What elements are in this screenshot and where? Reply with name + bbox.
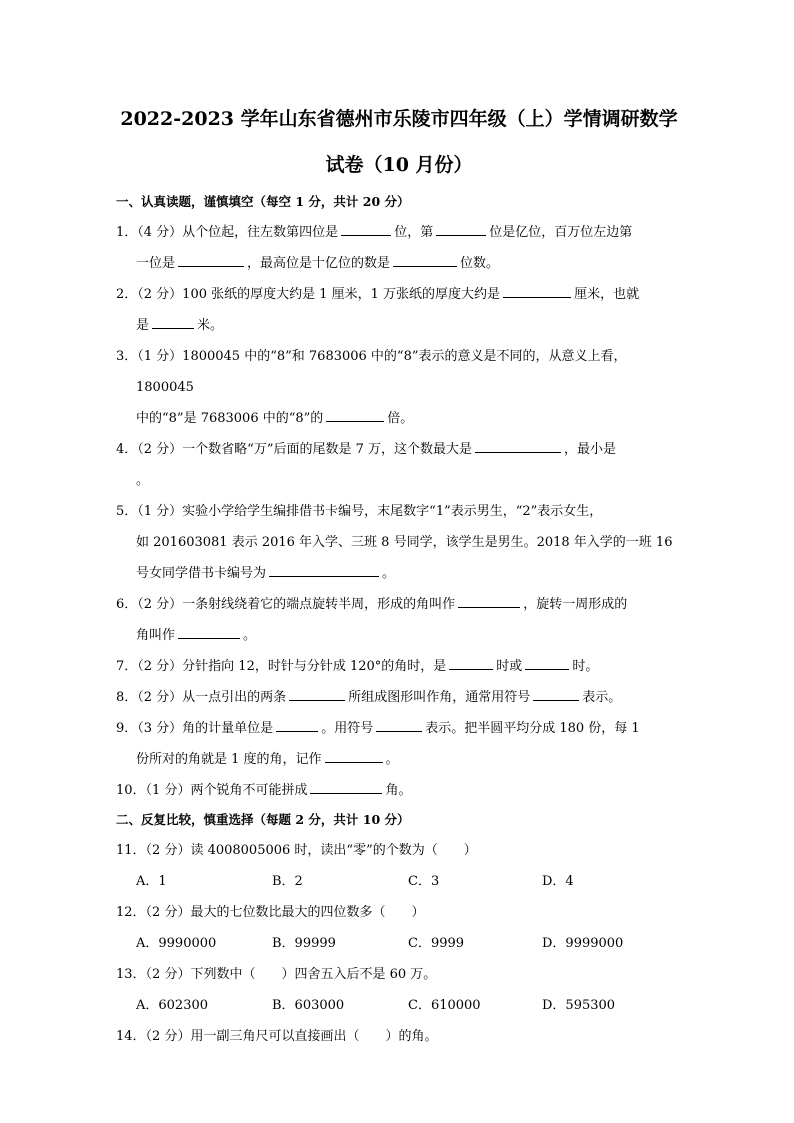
option-b[interactable]: B．603000 (272, 998, 345, 1013)
answer-blank[interactable] (269, 562, 379, 577)
answer-blank[interactable] (310, 779, 382, 794)
question-13: 13．（2 分）下列数中（ ）四舍五入后不是 60 万。 (116, 967, 437, 982)
option-c[interactable]: C．3 (408, 874, 440, 889)
answer-blank[interactable] (178, 252, 244, 267)
question-5: 5．（1 分）实验小学给学生编排借书卡编号，末尾数字“1”表示男生，“2”表示女生， 如 201603081 表示 2016 年入学、三班 8 号同学，该学生是男生。2018 年入学的一班 16 号女同学借书卡编号为 。 (116, 504, 673, 581)
answer-blank[interactable] (152, 314, 194, 329)
question-12-options (116, 928, 682, 959)
answer-blank[interactable] (276, 717, 318, 732)
answer-blank[interactable] (393, 252, 457, 267)
question-1: 1．（4 分）从个位起，往左数第四位是 位，第 位是亿位，百万位左边第 一位是 ，最高位是十亿位的数是 位数。 (116, 217, 682, 279)
option-c[interactable]: C．610000 (408, 998, 481, 1013)
answer-blank[interactable] (503, 283, 571, 298)
question-7: 7．（2 分）分针指向 12，时针与分针成 120°的角时，是 时或 时。 (116, 651, 682, 682)
question-13-options (116, 990, 682, 1021)
option-a[interactable]: A．602300 (136, 998, 209, 1013)
answer-blank[interactable] (525, 655, 569, 670)
answer-blank[interactable] (436, 221, 486, 236)
answer-blank[interactable] (326, 407, 384, 422)
question-14: 14．（2 分）用一副三角尺可以直接画出（ ）的角。 (116, 1029, 438, 1044)
answer-blank[interactable] (178, 624, 240, 639)
exam-title-line2: 试卷（10 月份） (325, 154, 473, 176)
option-a[interactable]: A．9990000 (136, 936, 217, 951)
option-b[interactable]: B．2 (272, 874, 303, 889)
answer-blank[interactable] (289, 686, 345, 701)
option-d[interactable]: D．9999000 (542, 936, 624, 951)
question-4: 4．（2 分）一个数省略“万”后面的尾数是 7 万，这个数最大是 ，最小是 。 (116, 434, 682, 496)
question-12: 12．（2 分）最大的七位数比最大的四位数多（ ） (116, 905, 425, 920)
question-8: 8．（2 分）从一点引出的两条 所组成图形叫作角，通常用符号 表示。 (116, 682, 682, 713)
option-c[interactable]: C．9999 (408, 936, 465, 951)
question-6: 6．（2 分）一条射线绕着它的端点旋转半周，形成的角叫作 ，旋转一周形成的 角叫作 。 (116, 589, 682, 651)
answer-blank[interactable] (533, 686, 579, 701)
answer-blank[interactable] (475, 438, 561, 453)
option-b[interactable]: B．99999 (272, 936, 336, 951)
exam-title-line1: 2022-2023 学年山东省德州市乐陵市四年级（上）学情调研数学 (120, 108, 678, 130)
option-d[interactable]: D．595300 (542, 998, 616, 1013)
answer-blank[interactable] (449, 655, 493, 670)
question-3: 3．（1 分）1800045 中的“8”和 7683006 中的“8”表示的意义是不同的，从意义上看，1800045 中的“8”是 7683006 中的“8”的 倍。 (116, 349, 627, 426)
option-a[interactable]: A．1 (136, 874, 167, 889)
section-heading-multiple-choice: 二、反复比较，慎重选择（每题 2 分，共计 10 分） (116, 812, 410, 827)
answer-blank[interactable] (458, 593, 520, 608)
answer-blank[interactable] (376, 717, 422, 732)
question-11-options (116, 866, 682, 897)
question-2: 2．（2 分）100 张纸的厚度大约是 1 厘米，1 万张纸的厚度大约是 厘米，也就 是 米。 (116, 279, 682, 341)
question-11: 11．（2 分）读 4008005006 时，读出“零”的个数为（ ） (116, 843, 477, 858)
answer-blank[interactable] (325, 748, 383, 763)
option-d[interactable]: D．4 (542, 874, 574, 889)
question-9: 9．（3 分）角的计量单位是 。用符号 表示。把半圆平均分成 180 份，每 1 份所对的角就是 1 度的角，记作 。 (116, 713, 682, 775)
question-10: 10．（1 分）两个锐角不可能拼成 角。 (116, 775, 682, 806)
answer-blank[interactable] (341, 221, 391, 236)
section-heading-fill-in: 一、认真读题，谨慎填空（每空 1 分，共计 20 分） (116, 194, 410, 209)
